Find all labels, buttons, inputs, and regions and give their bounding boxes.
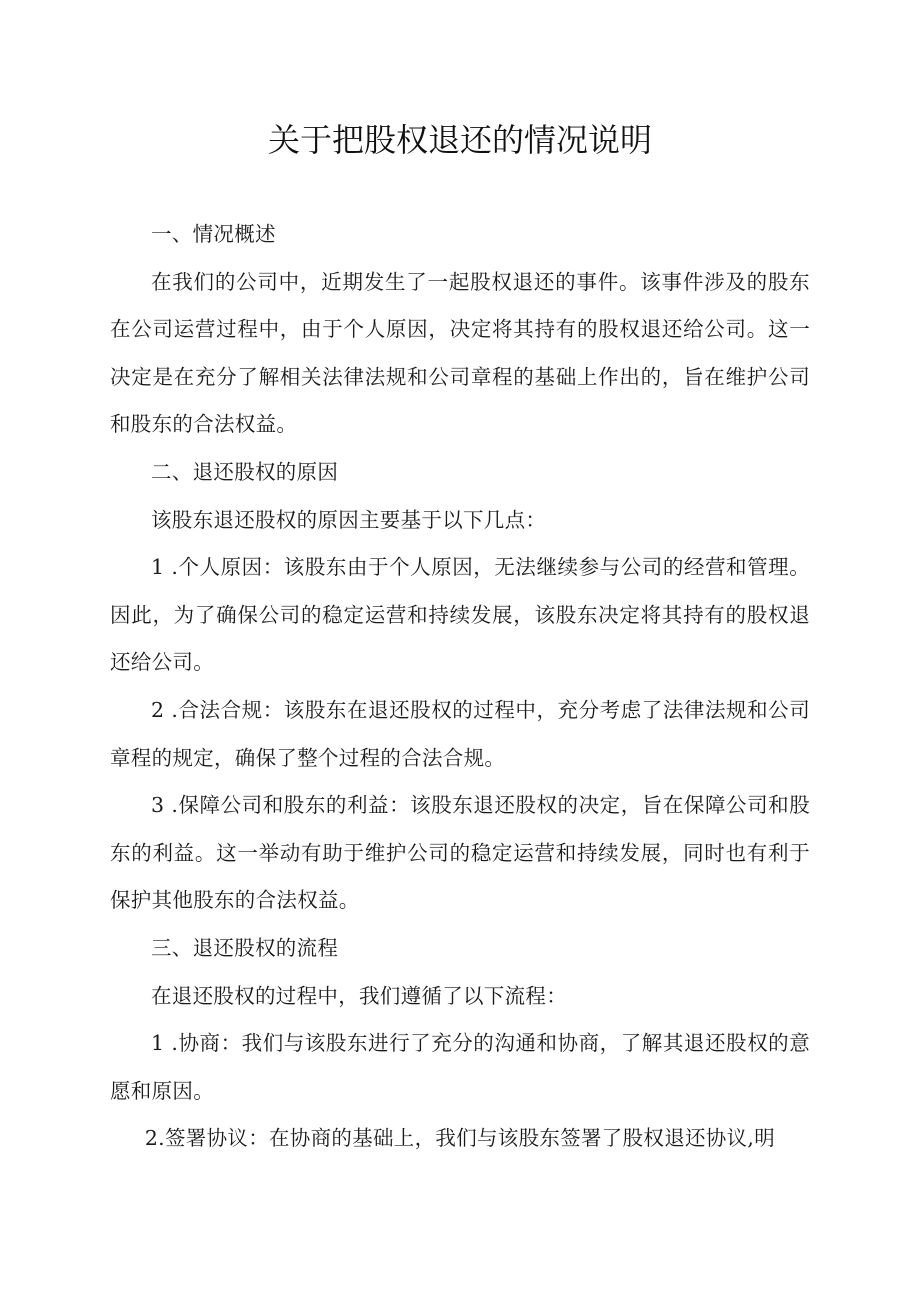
- paragraph-overview: 在我们的公司中，近期发生了一起股权退还的事件。该事件涉及的股东在公司运营过程中，由于个人原因，决定将其持有的股权退还给公司。这一决定是在充分了解相关法律法规和公司章程的基础上作出的，旨在维护公司和股东的合法权益。: [110, 269, 810, 437]
- paragraph-reasons-intro: 该股东退还股权的原因主要基于以下几点：: [151, 507, 547, 532]
- paragraph-process-intro: 在退还股权的过程中，我们遵循了以下流程：: [151, 983, 567, 1008]
- list-item-personal-reason: 1 .个人原因：该股东由于个人原因，无法继续参与公司的经营和管理。因此，为了确保公司的稳定运营和持续发展，该股东决定将其持有的股权退还给公司。: [110, 555, 810, 675]
- list-item-sign-agreement: 2.签署协议：在协商的基础上，我们与该股东签署了股权退还协议,明: [144, 1126, 776, 1151]
- section-heading-process: 三、退还股权的流程: [151, 935, 339, 960]
- section-heading-overview: 一、情况概述: [151, 222, 276, 246]
- list-item-negotiation: 1 .协商：我们与该股东进行了充分的沟通和协商，了解其退还股权的意愿和原因。: [110, 1031, 810, 1103]
- document-title: 关于把股权退还的情况说明: [267, 121, 652, 159]
- list-item-compliance: 2 .合法合规：该股东在退还股权的过程中，充分考虑了法律法规和公司章程的规定，确保了整个过程的合法合规。: [110, 697, 810, 770]
- list-item-interests: 3 .保障公司和股东的利益：该股东退还股权的决定，旨在保障公司和股东的利益。这一举动有助于维护公司的稳定运营和持续发展，同时也有利于保护其他股东的合法权益。: [110, 793, 810, 913]
- document-body: [110, 211, 810, 1163]
- section-heading-reasons: 二、退还股权的原因: [151, 459, 339, 484]
